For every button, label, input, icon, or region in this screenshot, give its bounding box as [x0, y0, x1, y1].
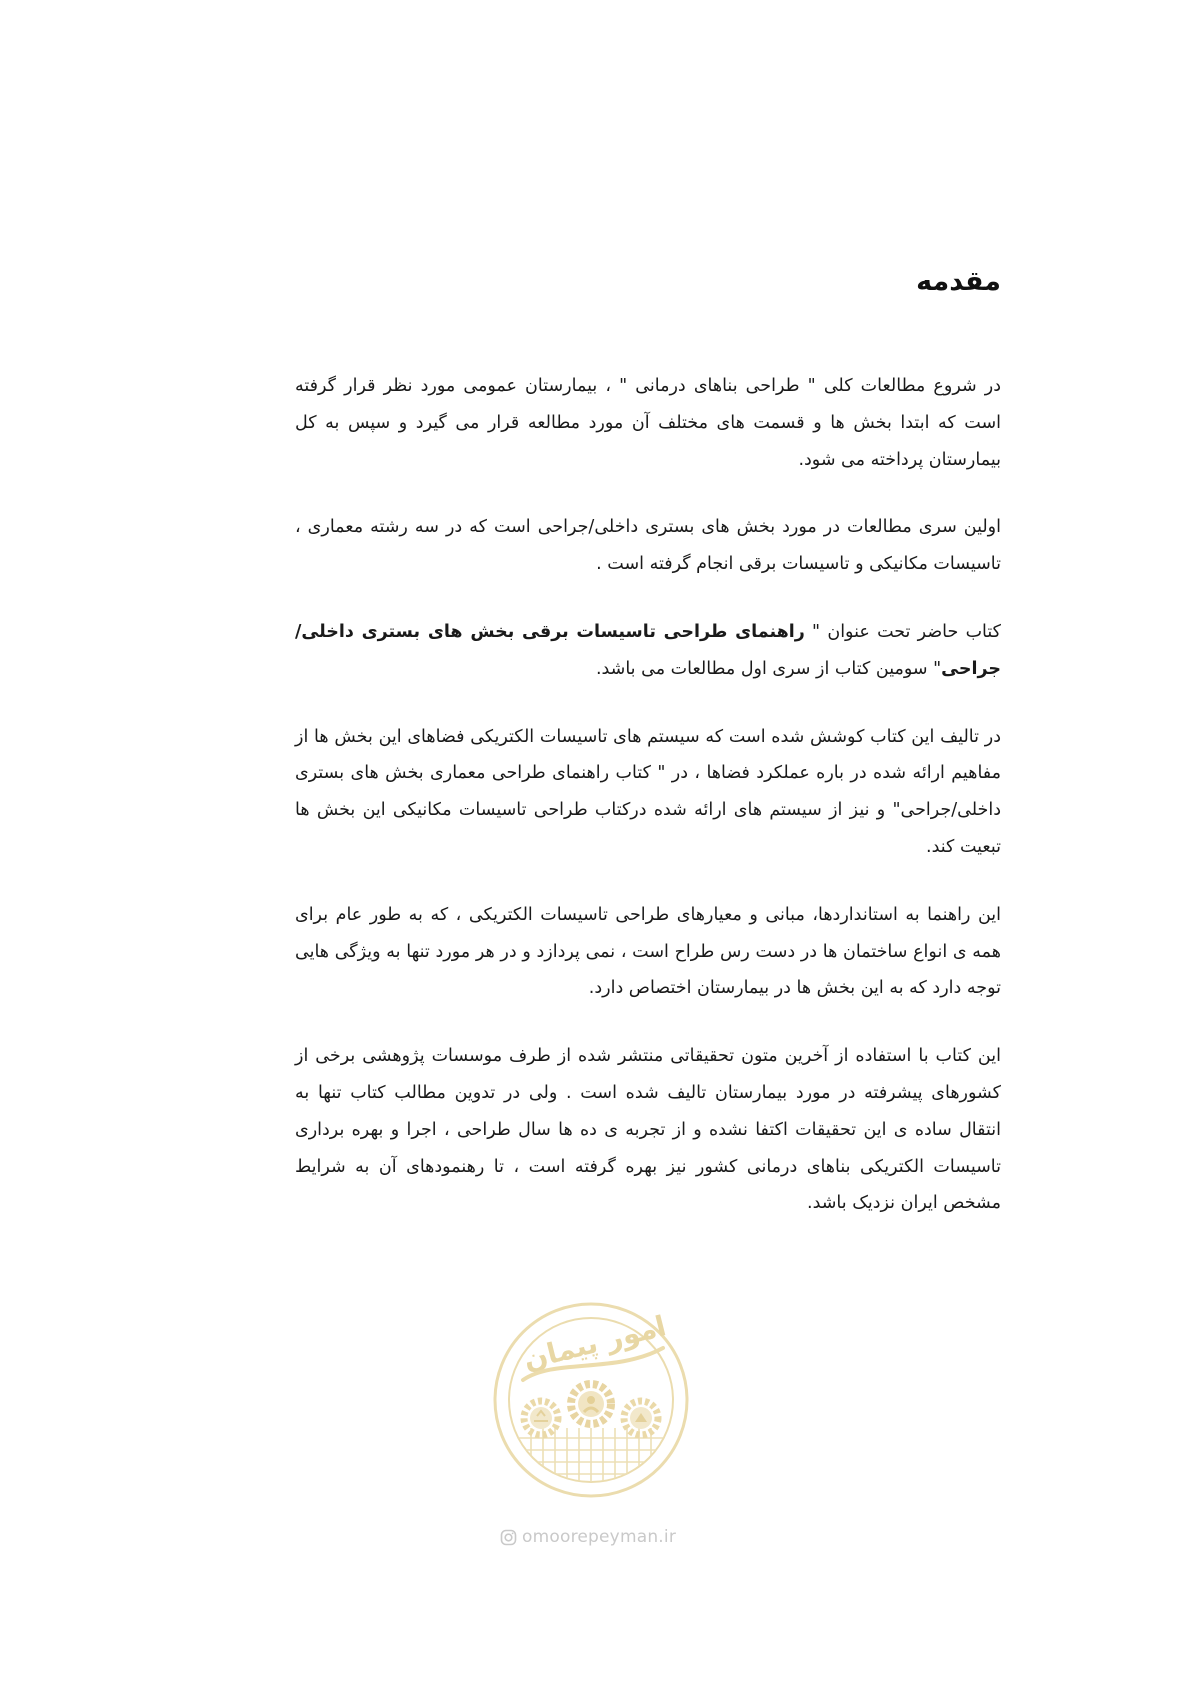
- intro-body: [295, 368, 1001, 1253]
- instagram-icon: [500, 1529, 517, 1546]
- paragraph-4: در تالیف این کتاب کوشش شده است که سیستم های تاسیسات الکتریکی فضاهای این بخش ها از مفاهیم ارائه شده در باره عملکرد فضاها ، در " کتاب راهنمای طراحی معماری بخش های بستری داخلی/جراحی" و نیز از سیستم های ارائه شده درکتاب طراحی تاسیسات مکانیکی این بخش ها تبعیت کند.: [295, 726, 1001, 857]
- logo-grid: [505, 1428, 685, 1493]
- paragraph-3-after: " سومین کتاب از سری اول مطالعات می باشد.: [595, 658, 942, 679]
- gear-icon: [524, 1401, 558, 1435]
- book-title-bold: راهنمای طراحی تاسیسات برقی بخش های بستری داخلی/جراحی: [295, 621, 1001, 679]
- paragraph-5: این راهنما به استانداردها، مبانی و معیارهای طراحی تاسیسات الکتریکی ، که به طور عام برای همه ی انواع ساختمان ها در دست رس طراح است ، نمی پردازد و در هر مورد تنها به ویژگی هایی توجه دارد که به این بخش ها در بیمارستان اختصاص دارد.: [295, 904, 1001, 999]
- watermark-seal-logo: [485, 1288, 697, 1510]
- logo-lettering: امور پیمان: [520, 1309, 670, 1377]
- gear-icon: [571, 1384, 611, 1424]
- gear-icon: [624, 1401, 658, 1435]
- page-title: مقدمه: [916, 266, 1001, 297]
- paragraph-3: [295, 614, 1001, 688]
- paragraph-3-before: کتاب حاضر تحت عنوان ": [804, 621, 1001, 642]
- paragraph-1: در شروع مطالعات کلی " طراحی بناهای درمانی " ، بیمارستان عمومی مورد نظر قرار گرفته است که ابتدا بخش ها و قسمت های مختلف آن مورد مطالعه قرار می گیرد و سپس به کل بیمارستان پرداخته می شود.: [295, 376, 1001, 470]
- paragraph-2: اولین سری مطالعات در مورد بخش های بستری داخلی/جراحی است که در سه رشته معماری ، تاسیسات مکانیکی و تاسیسات برقی انجام گرفته است .: [295, 517, 1001, 575]
- paragraph-6: این کتاب با استفاده از آخرین متون تحقیقاتی منتشر شده از طرف موسسات پژوهشی برخی از کشورهای پیشرفته در مورد بیمارستان تالیف شده است . ولی در تدوین مطالب کتاب تنها به انتقال ساده ی این تحقیقات اکتفا نشده و از تجربه ی ده ها سال طراحی ، اجرا و بهره برداری تاسیسات الکتریکی بناهای درمانی کشور نیز بهره گرفته است ، تا رهنمودهای آن به شرایط مشخص ایران نزدیک باشد.: [295, 1046, 1001, 1214]
- watermark-url: [500, 1524, 676, 1550]
- watermark-url-text: omoorepeyman.ir: [522, 1527, 677, 1547]
